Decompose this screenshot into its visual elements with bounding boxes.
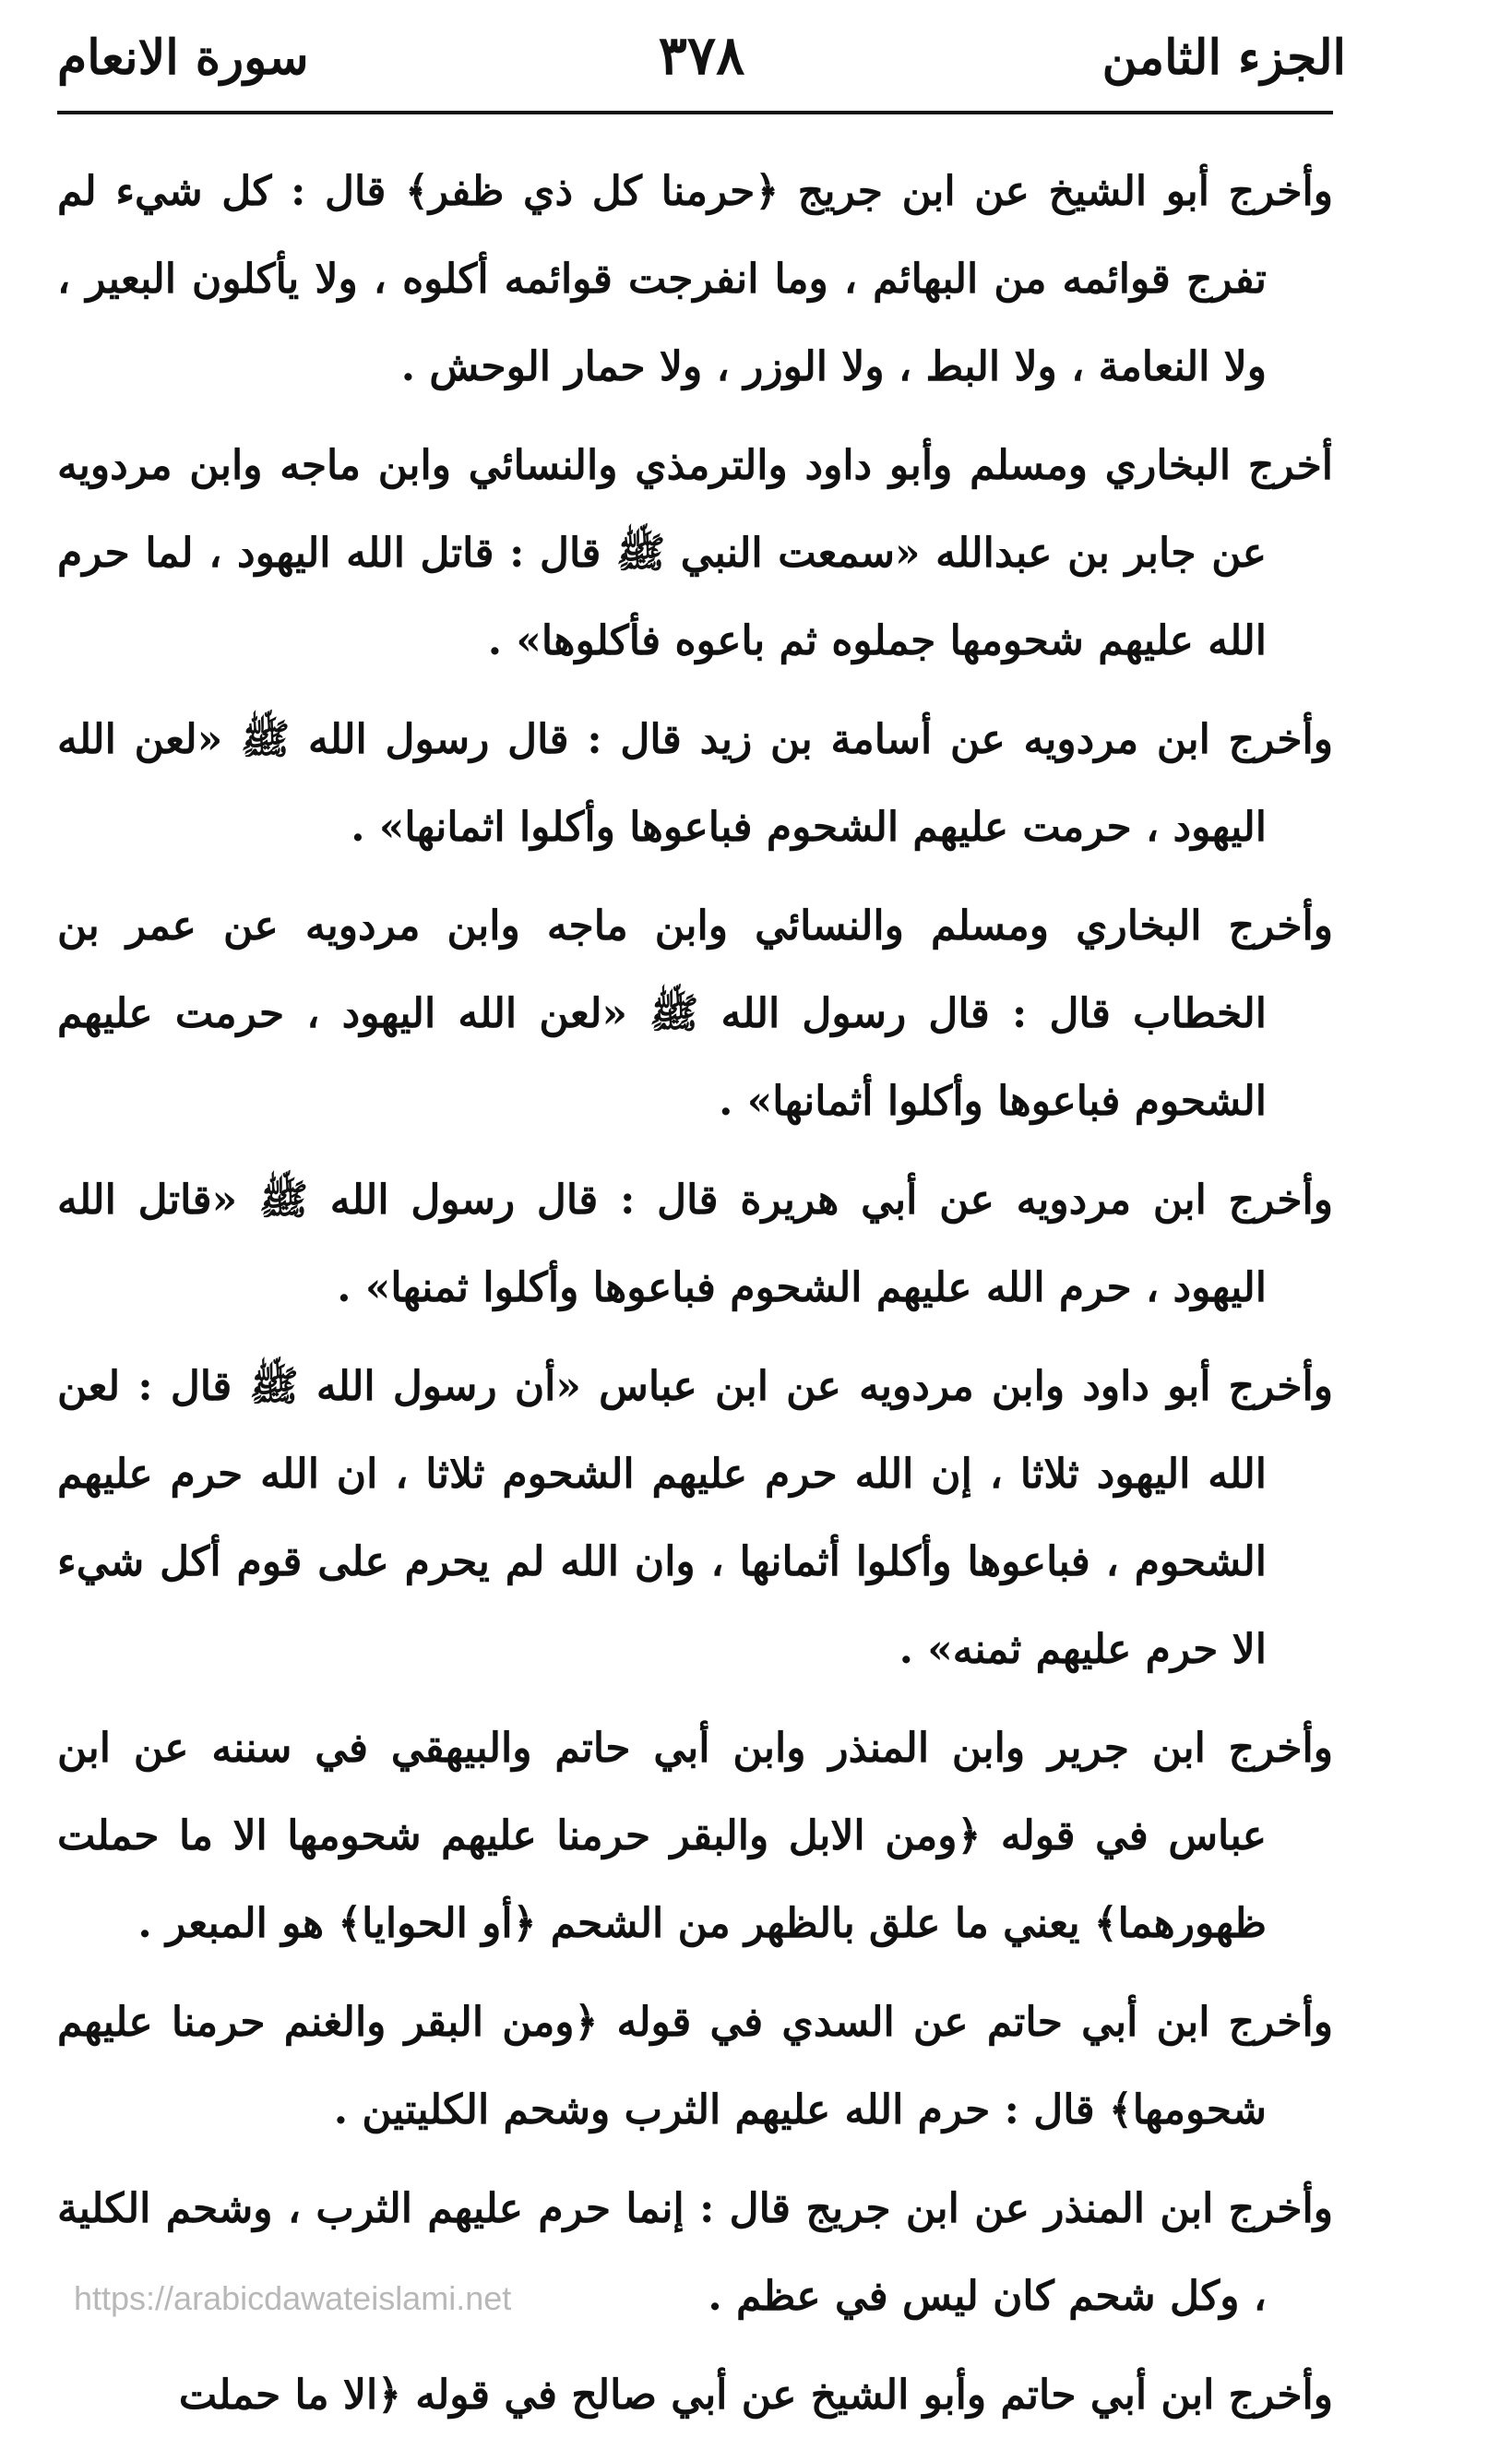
paragraph: أخرج البخاري ومسلم وأبو داود والترمذي والنسائي وابن ماجه وابن مردويه عن جابر بن عبدالله «سمعت النبي ﷺ قال : قاتل الله اليهود ، لما حرم الله عليهم شحومها جملوه ثم باعوه فأكلوها» . [57, 442, 1333, 664]
page-number: ٣٧٨ [658, 24, 745, 87]
part-title: الجزء الثامن [1101, 30, 1346, 86]
paragraph: وأخرج ابن أبي حاتم وأبو الشيخ عن أبي صالح في قوله ﴿الا ما حملت [178, 2372, 1333, 2419]
paragraph: وأخرج ابن مردويه عن أبي هريرة قال : قال رسول الله ﷺ «قاتل الله اليهود ، حرم الله عليهم الشحوم فباعوها وأكلوا ثمنها» . [57, 1177, 1333, 1311]
paragraph: وأخرج ابن المنذر عن ابن جريج قال : إنما حرم عليهم الثرب ، وشحم الكلية ، وكل شحم كان ليس في عظم . [57, 2185, 1333, 2320]
paragraph: وأخرج ابن مردويه عن أسامة بن زيد قال : قال رسول الله ﷺ «لعن الله اليهود ، حرمت عليهم الشحوم فباعوها وأكلوا اثمانها» . [57, 716, 1333, 851]
paragraph: وأخرج أبو الشيخ عن ابن جريج ﴿حرمنا كل ذي ظفر﴾ قال : كل شيء لم تفرج قوائمه من البهائم ، وما انفرجت قوائمه أكلوه ، ولا يأكلون البعير ، ولا النعامة ، ولا البط ، ولا الوزر ، ولا حمار الوحش . [57, 168, 1333, 390]
page-header [57, 17, 1346, 100]
paragraph: وأخرج أبو داود وابن مردويه عن ابن عباس «أن رسول الله ﷺ قال : لعن الله اليهود ثلاثا ، إن الله حرم عليهم الشحوم ثلاثا ، ان الله حرم عليهم الشحوم ، فباعوها وأكلوا أثمانها ، وان الله لم يحرم على قوم أكل شيء الا حرم عليهم ثمنه» . [57, 1363, 1333, 1673]
surah-title: سورة الانعام [57, 30, 309, 86]
header-rule [57, 111, 1333, 114]
paragraph: وأخرج ابن أبي حاتم عن السدي في قوله ﴿ومن البقر والغنم حرمنا عليهم شحومها﴾ قال : حرم الله عليهم الثرب وشحم الكليتين . [57, 1999, 1333, 2133]
paragraph: وأخرج ابن جرير وابن المنذر وابن أبي حاتم والبيهقي في سننه عن ابن عباس في قوله ﴿ومن الابل والبقر حرمنا عليهم شحومها الا ما حملت ظهورهما﴾ يعني ما علق بالظهر من الشحم ﴿أو الحوايا﴾ هو المبعر . [57, 1725, 1333, 1947]
body-text [57, 148, 1333, 2450]
watermark-url: https://arabicdawateislami.net [74, 2279, 512, 2317]
paragraph: وأخرج البخاري ومسلم والنسائي وابن ماجه وابن مردويه عن عمر بن الخطاب قال : قال رسول الله ﷺ «لعن الله اليهود ، حرمت عليهم الشحوم فباعوها وأكلوا أثمانها» . [57, 902, 1333, 1125]
